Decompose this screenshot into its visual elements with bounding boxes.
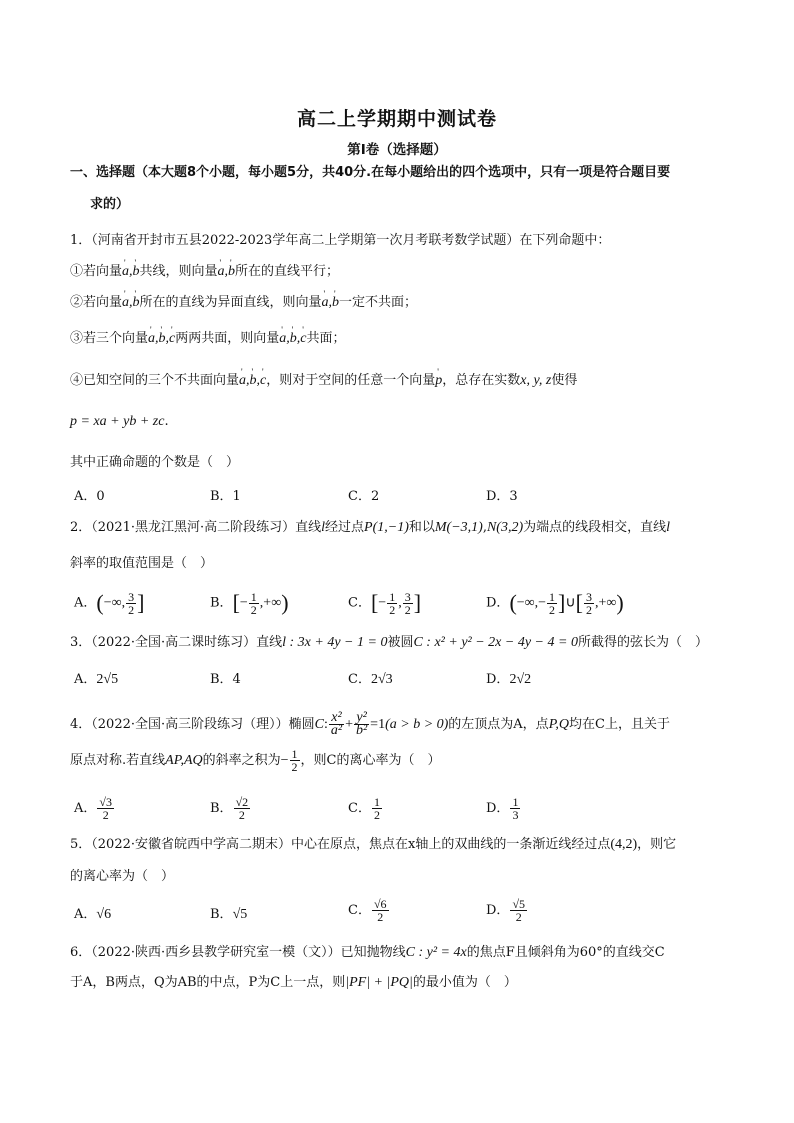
q2-option-c: C．[− $\frac{1}{2}$ , $\frac{3}{2}$ ]: [348, 589, 422, 617]
q4-option-d: D． $\frac{1}{3}$: [486, 795, 519, 822]
q1-stem: 1．（河南省开封市五县2022-2023学年高二上学期第一次月考联考数学试题）在下列命题中：: [70, 233, 611, 248]
q1-statement-3: ③若三个向量' a,' b,' c两两共面，则向量' a,' b,' c共面；: [70, 330, 345, 348]
q5-stem: 5．（2022·安徽省皖西中学高二期末）中心在原点，焦点在x轴上的双曲线的一条渐近线经过点(4,2)，则它: [70, 837, 677, 852]
q3-option-b: B．4: [210, 672, 241, 687]
q4-stem-cont: 原点对称.若直线AP,AQ的斜率之积为− $\frac{1}{2}$ ，则C的离心率为（ ）: [70, 747, 441, 774]
q5-option-d: D． $\frac{√5}{2}$: [486, 897, 526, 924]
q5-option-b: B．√5: [210, 907, 248, 922]
q3-stem: 3．（2022·全国·高二课时练习）直线l : 3x + 4y − 1 = 0被圆C : x² + y² − 2x − 4y − 4 = 0所截得的弦长为（ ）: [70, 635, 708, 650]
q1-statement-2: ②若向量' a,' b所在的直线为异面直线，则向量' a,' b一定不共面；: [70, 294, 417, 312]
q4-option-a: A． $\frac{√3}{2}$: [74, 795, 112, 822]
q6-stem-cont: 于A，B两点，Q为AB的中点，P为C上一点，则|PF| + |PQ|的最小值为（ ）: [70, 975, 517, 990]
q3-option-d: D．2√2: [486, 672, 532, 687]
q6-stem: 6．（2022·陕西·西乡县教学研究室一模（文））已知抛物线C : y² = 4x的焦点F且倾斜角为60°的直线交C: [70, 945, 665, 960]
q2-option-a: A．(−∞, $\frac{3}{2}$ ]: [74, 589, 145, 617]
section-heading-cont: 求的）: [90, 197, 130, 212]
q1-option-b: B．1: [210, 489, 241, 504]
q2-stem-cont: 斜率的取值范围是（ ）: [70, 556, 214, 571]
section-heading: 一、选择题（本大题8个小题，每小题5分，共40分.在每小题给出的四个选项中，只有一项是符合题目要: [70, 165, 671, 180]
q4-stem: 4．（2022·全国·高三阶段练习（理））椭圆C: $\frac{\text{x²}}{\text{a²}}$ + $\frac{\text{y²}}{\text{b²}}$ =1(a > b > 0)的左顶点为A，点P,Q均在C上，且关于: [70, 710, 670, 738]
q3-option-c: C．2√3: [348, 672, 393, 687]
q5-option-c: C． $\frac{√6}{2}$: [348, 897, 387, 924]
q1-option-a: A．0: [74, 489, 105, 504]
q3-option-a: A．2√5: [74, 672, 119, 687]
page-title: 高二上学期期中测试卷: [296, 108, 497, 130]
q5-stem-cont: 的离心率为（ ）: [70, 869, 175, 884]
q2-stem: 2．（2021·黑龙江黑河·高二阶段练习）直线l经过点P(1,−1)和以M(−3,1),N(3,2)为端点的线段相交，直线l: [70, 520, 671, 535]
q1-option-d: D．3: [486, 489, 518, 504]
q5-option-a: A．√6: [74, 907, 112, 922]
q1-statement-4: ④已知空间的三个不共面向量' a,' b,' c，则对于空间的任意一个向量' p，总存在实数x, y, z使得: [70, 372, 577, 390]
q1-option-c: C．2: [348, 489, 380, 504]
q2-option-b: B．[− $\frac{1}{2}$ ,+∞): [210, 589, 289, 617]
q1-statement-1: ①若向量' a,' b共线，则向量' a,' b所在的直线平行；: [70, 263, 339, 281]
q1-question: 其中正确命题的个数是（ ）: [70, 455, 240, 470]
q4-option-b: B． $\frac{√2}{2}$: [210, 795, 249, 822]
q4-option-c: C． $\frac{1}{2}$: [348, 795, 380, 822]
page-subtitle: 第I卷（选择题）: [347, 142, 447, 158]
q2-option-d: D．(−∞,− $\frac{1}{2}$ ]∪[ $\frac{3}{2}$ ,+∞): [486, 589, 624, 617]
q1-formula: p = xa + yb + zc.: [70, 414, 169, 429]
